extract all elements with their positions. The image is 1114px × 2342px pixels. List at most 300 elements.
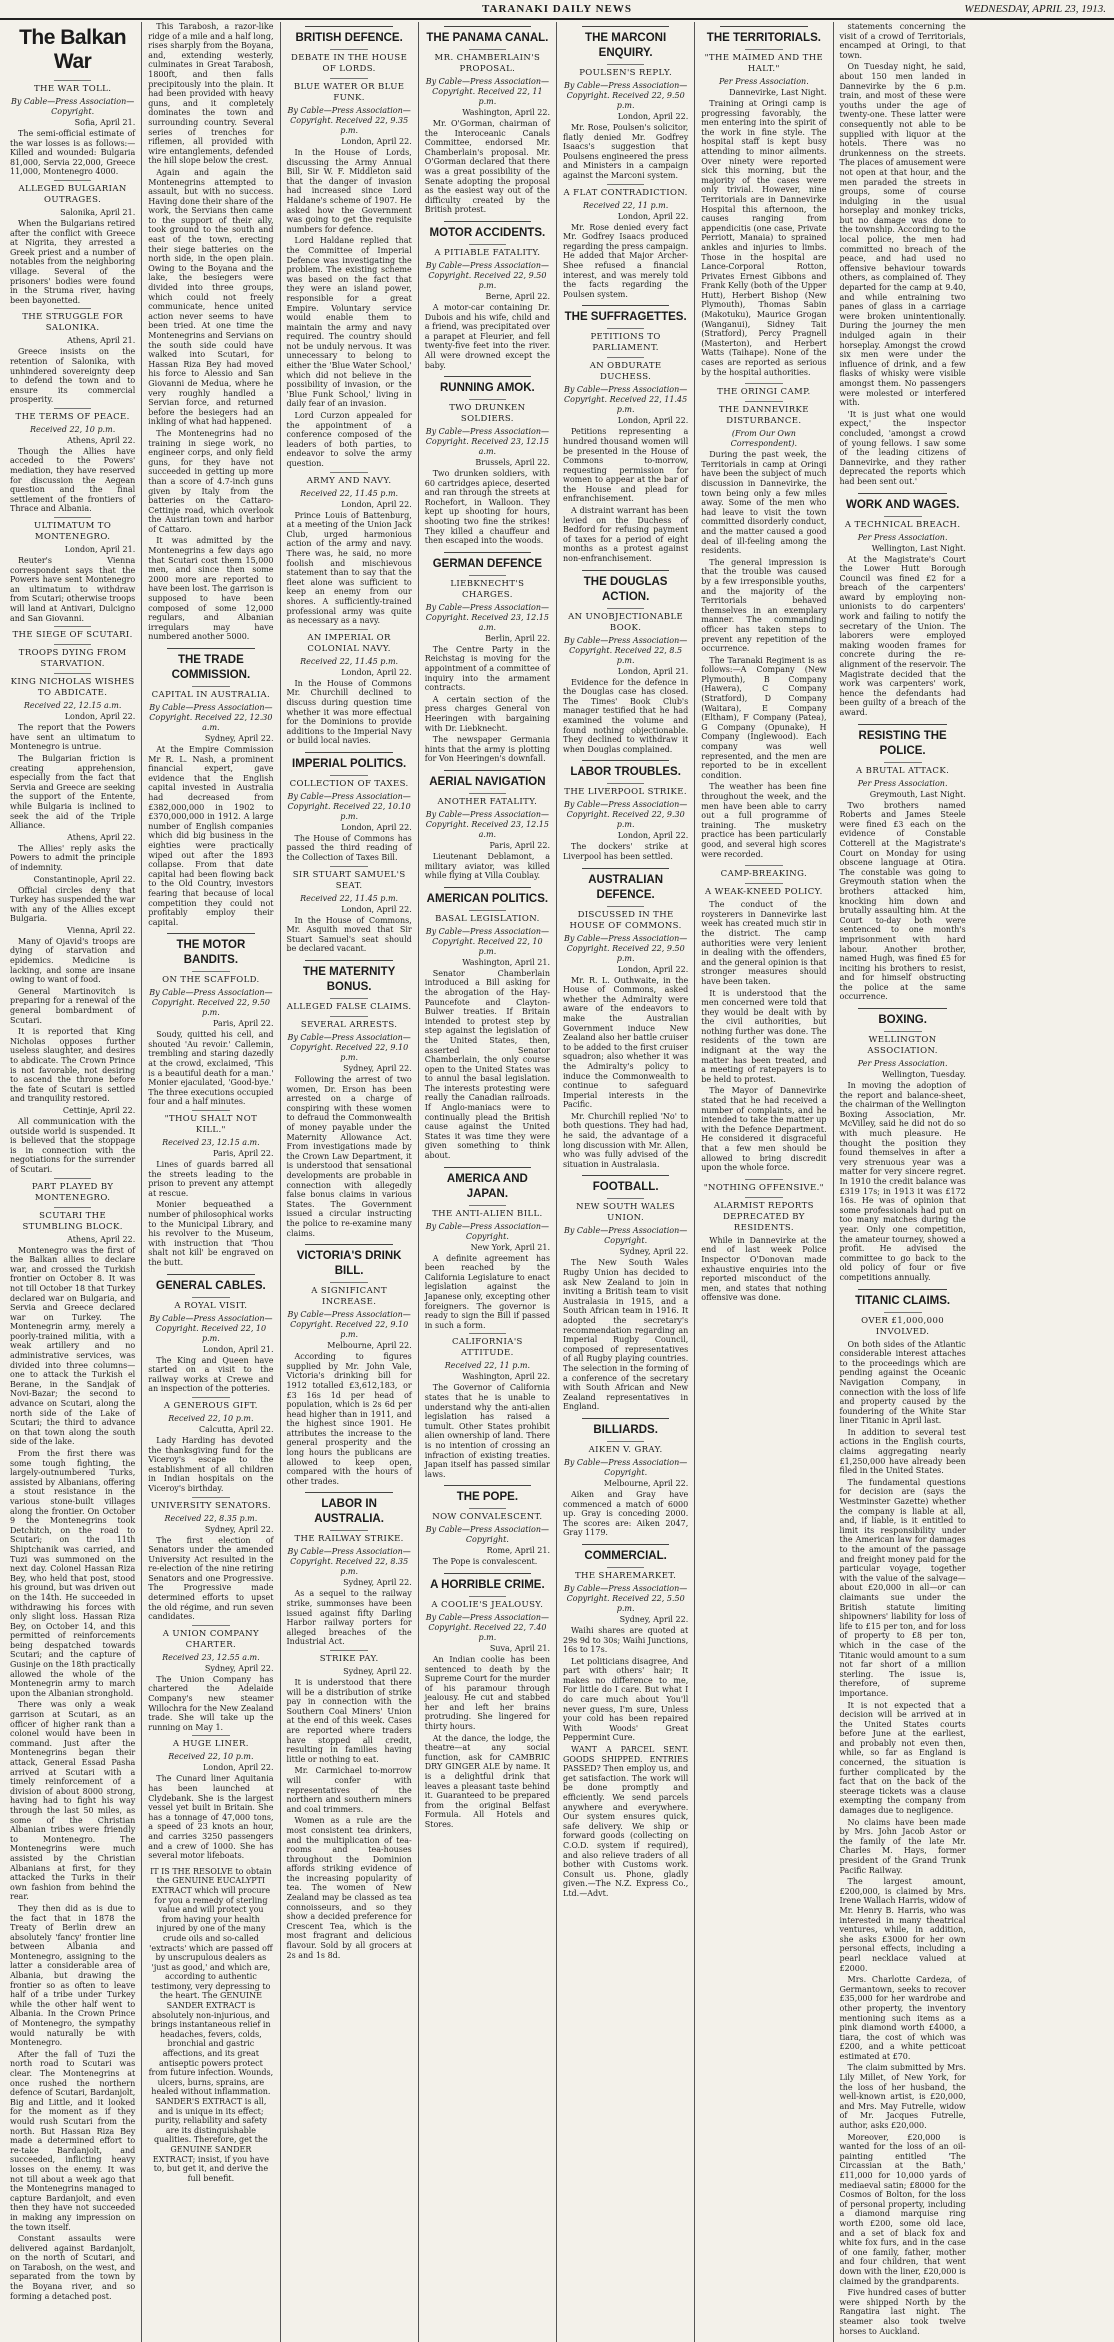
article-dateline: By Cable—Press Association—Copyright. Received 22, 9.10 p.m. <box>287 1033 411 1063</box>
article-subheading: A BRUTAL ATTACK. <box>840 762 966 777</box>
article-paragraph: Official circles deny that Turkey has suspended the war with any of the Allies except Bulgaria. <box>10 885 136 924</box>
article-subheading: ALLEGED FALSE CLAIMS. <box>287 998 412 1013</box>
article-placeline: Washington, April 22. <box>462 1372 550 1382</box>
article-headline: AMERICA AND JAPAN. <box>425 1167 550 1202</box>
article-paragraph: Lady Harding has devoted the thanksgiving fund for the Viceroy's escape to the establishment of all children in Indian hospitals on the Viceroy's birthday. <box>148 1435 274 1493</box>
article-paragraph: General Martinovitch is preparing for a renewal of the general bombardment of Scutari. <box>10 986 136 1025</box>
article-paragraph: The Taranaki Regiment is as follows:—A Company (New Plymouth), B Company (Hawera), C Company (Stratford), D Company (Waitara), E Company (Eltham), F Company (Patea), G Company (Opunake), H Company (Inglewood). Each company was well represented, and the men are reported to be in excellent condition. <box>701 655 827 780</box>
article <box>840 493 966 718</box>
article-paragraph: As a sequel to the railway strike, summonses have been issued against fifty Darling Harbor railway porters for alleged breaches of the Industrial Act. <box>286 1589 412 1647</box>
article-subheading: A FLAT CONTRADICTION. <box>563 184 688 199</box>
article-dateline: Received 22, 11.45 p.m. <box>300 488 399 498</box>
article-paragraph: The New South Wales Rugby Union has decided to ask New Zealand to join in inviting a British team to visit Australasia in 1915, and a South African team in 1916. It adopted the secretary's recommendation regarding an Imperial Rugby Council, composed of representatives of all Rugby playing countries. The selection in the forming of a conference of the secretary with South African and New Zealand representatives in England. <box>563 1258 689 1412</box>
article-paragraph: It was admitted by the Montenegrins a few days ago that Scutari cost them 15,000 men, and since then some 2000 more are reported to have been lost. The garrison is supposed to have been composed of some 12,000 regulars, and Albanian irregulars may have numbered another 5000. <box>148 536 274 642</box>
article <box>425 552 550 764</box>
article-paragraph: In the House of Commons, Mr. Asquith moved that Sir Stuart Samuel's seat should be declared vacant. <box>286 915 412 954</box>
article-placeline: Calcutta, April 22. <box>199 1424 274 1434</box>
article-dateline: Per Press Association. <box>857 1059 948 1069</box>
article-dateline: Received 22, 11 p.m. <box>444 1361 530 1371</box>
article-headline: BOXING. <box>840 1008 966 1028</box>
article-paragraph: The Mayor of Dannevirke stated that he had received a number of complaints, and he intended to take the matter up with the Defence Department. He considered it disgraceful that a few men should be allowed to bring discredit upon the whole force. <box>701 1086 827 1173</box>
article-subheading: ON THE SCAFFOLD. <box>148 971 273 986</box>
article-paragraph: The Bulgarian friction is creating apprehension, especially from the fact that Servia and Greece are seeking the support of the Entente, while Bulgaria is inclined to seek the aid of the Triple Alliance. <box>10 753 136 831</box>
article-dateline: By Cable—Press Association—Copyright. Received 22, 11 p.m. <box>425 77 550 106</box>
article-paragraph: Montenegro was the first of the Balkan allies to declare war, and crossed the Turkish frontier on October 8. It was not till October 18 that Turkey declared war on Bulgaria, and Servia and Greece declared war on Turkey. The Montenegrin army, merely a poorly-trained militia, with a weak artillery and no administrative services, was divided into three columns—one to attack the Turkish el Berane, in the Sandjak of Novi-Bazar; the second to advance on Scutari, along the north side of the Lake of Scutari; the third to advance on that town along the south side of the lake. <box>10 1245 136 1447</box>
article-paragraph: The Montenegrins had no training in siege work, no engineer corps, and only field guns, for they have not succeeded in getting up more than a score of 4.7-inch guns given by Italy from the batteries on the Cattaro-Cettinje road, which overlook the Austrian town and harbor of Cattaro. <box>148 428 274 534</box>
article-paragraph: Two brothers named Roberts and James Steele were fined £3 each on the evidence of Constable Cotterell at the Magistrate's Court on Monday for using obscene language at Otira. The constable was going to Greymouth station when the brothers attacked him, knocking him down and brutally assaulting him. At the Court to-day both were sentenced to one month's imprisonment with hard labour. Another brother, named Hugh, was fined £5 for inciting his brothers to resist, and for himself obstructing the police at the same occurrence. <box>839 800 966 1002</box>
article-paragraph: The King and Queen have started on a visit to the railway works at Crewe and an inspection of the potteries. <box>148 1355 274 1394</box>
article-paragraph: The Governor of California states that he is unable to understand why the anti-alien legislation has raised a tumult. Other States prohibit alien ownership of land. There is no intention of crossing an infraction of existing treaties. Japan itself has passed similar laws. <box>424 1383 550 1479</box>
article-placeline: Paris, April 22. <box>213 1149 274 1159</box>
article-paragraph: From the first there was some tough fighting, the largely-outnumbered Turks, assisted by Albanians, offering a stout resistance in the various stone-built villages along the frontier. On October 9 the Montenegrins took Detchitch, on the road to Scutari; on the 11th Shiptchanik was carried, and Tuzi was summoned on the next day. Colonel Hassan Riza Bey, who held that post, stood his ground, but was driven out on the 14th. He succeeded in withdrawing his forces with only slight loss. Hassan Riza Bey, on October 14, and this permitted of reinforcements being despatched towards Scutari; and the capture of Gusinje on the 18th practically allowed the whole of the Montenegrin army to march upon the Albanian stronghold. <box>10 1449 136 1698</box>
article-subheading: A ROYAL VISIT. <box>148 1297 273 1312</box>
article-paragraph: The general impression is that the trouble was caused by a few irresponsible youths, and the majority of the Territorials behaved themselves in an exemplary manner. The commanding officer has taken steps to prevent any repetition of the occurrence. <box>701 557 827 654</box>
article-placeline: New York, April 21. <box>470 1242 550 1252</box>
article-paragraph: WANT A PARCEL SENT. GOODS SHIPPED. ENTRIES PASSED? Then employ us, and get satisfaction. The work will be done promptly and efficiently. We send parcels anywhere and everywhere. Our system ensures quick, safe delivery. We ship or forward goods (collecting on C.O.D. system if required), and also relieve traders of all bother with Customs work. Consult us. Phone, gladly given.—The N.Z. Express Co., Ltd.—Advt. <box>563 1745 689 1898</box>
column-6 <box>695 22 833 2342</box>
newspaper-columns <box>4 22 1110 2336</box>
article-paragraph: Aiken and Gray have commenced a match of 6000 up. Gray is conceding 2000. The scores are: Aiken 2047, Gray 1179. <box>563 1489 689 1538</box>
article-paragraph: Mr. R. L. Outhwaite, in the House of Commons, asked whether the Admiralty were aware of the endeavors to make the Australian Government induce New Zealand also her battle cruiser to be added to the first cruiser squadron; also whether it was the Admiralty's policy to induce the Commonwealth to continue to safeguard Imperial interests in the Pacific. <box>563 975 689 1110</box>
article-paragraph: The first election of Senators under the amended University Act resulted in the re-election of the nine retiring Senators and one Progressive. The Progressive made determined efforts to upset the old régime, and run seven candidates. <box>148 1535 274 1622</box>
article-dateline: By Cable—Press Association—Copyright. <box>425 1221 550 1241</box>
article-paragraph: Mrs. Charlotte Cardeza, of Germantown, seeks to recover £35,000 for her wardrobe and other property, the inventory mentioning such items as a pink diamond worth £4000, a tiara, the cost of which was £200, and a white petticoat estimated at £70. <box>839 1975 966 2061</box>
article-paragraph: The Allies' reply asks the Powers to admit the principle of indemnity. <box>10 843 136 872</box>
article-subheading: A WEAK-KNEED POLICY. <box>701 883 826 898</box>
article-subheading: THE SIEGE OF SCUTARI. <box>10 626 135 641</box>
article <box>425 1485 550 1567</box>
article-paragraph: Lieutenant Deblamont, a military aviator, was killed while flying at Villa Coublay. <box>424 851 550 881</box>
article-headline: BILLIARDS. <box>563 1418 688 1438</box>
article-subheading: PART PLAYED BY MONTENEGRO. <box>10 1178 135 1204</box>
article-headline: RUNNING AMOK. <box>425 376 550 396</box>
article-headline: THE POPE. <box>425 1485 550 1505</box>
article-placeline: London, April 22. <box>617 112 689 121</box>
article-dateline: Received 22, 10 p.m. <box>168 1752 254 1762</box>
article <box>840 22 966 487</box>
masthead-date: WEDNESDAY, APRIL 23, 1913. <box>964 3 1106 15</box>
article-subheading: OVER £1,000,000 INVOLVED. <box>840 1312 966 1338</box>
article-dateline: By Cable—Press Association—Copyright. Received 22, 11.45 p.m. <box>563 385 688 415</box>
article-headline: THE MATERNITY BONUS. <box>287 960 412 995</box>
article-placeline: London, April 21. <box>64 545 136 555</box>
article-dateline: By Cable—Press Association—Copyright. Received 22, 5.50 p.m. <box>563 1583 688 1613</box>
article-placeline: Salonika, April 21. <box>60 207 136 217</box>
article-paragraph: There was only a weak garrison at Scutari, as an officer of higher rank than a colonel would have been in command. Just after the Montenegrins began their attack, General Essad Pasha arrived at Scutari with a timely reinforcement of a division of about 8000 strong, having had to fight his way through the last 50 miles, as some of the Christian Albanian tribes were friendly to Montenegro. The Montenegrins were much assisted by the Christian Albanians at first, for they attacked the Turks in their own fashion from behind the rear. <box>10 1700 136 1902</box>
article-paragraph: In addition to several test actions in the English courts, claims aggregating nearly £1,250,000 have already been filed in the United States. <box>839 1427 966 1476</box>
article-placeline: London, April 22. <box>617 964 689 974</box>
article-subheading: "NOTHING OFFENSIVE." <box>701 1179 826 1194</box>
article-subheading: ULTIMATUM TO MONTENEGRO. <box>10 517 135 543</box>
masthead <box>0 0 1114 20</box>
article-placeline: London, April 21. <box>617 666 689 676</box>
article-placeline: London, April 22. <box>617 211 689 221</box>
article <box>563 26 688 299</box>
article-headline: The Balkan War <box>19 26 127 73</box>
article-subheading: POULSEN'S REPLY. <box>563 64 688 79</box>
article-placeline: Sofia, April 21. <box>74 118 136 127</box>
article-subheading: STRIKE PAY. <box>287 1650 412 1665</box>
article-dateline: By Cable—Press Association—Copyright. Received 22, 8.35 p.m. <box>287 1547 411 1577</box>
article-headline: THE PANAMA CANAL. <box>425 26 550 46</box>
article <box>701 865 826 1173</box>
article-paragraph: It is reported that King Nicholas opposes further useless slaughter, and desires to abdicate. The Crown Prince is not favorable, not desiring to ascend the throne before the fate of Scutari is settled and tranquility restored. <box>10 1027 136 1104</box>
article-placeline: Paris, April 22. <box>489 840 550 850</box>
article-paragraph: At the Magistrate's Court the Lower Hutt Borough Council was fined £2 for a breach of the carpenters' award by employing non-unionists to do carpenters' work and failing to notify the secretary of the Union. The laborers were employed making wooden frames for concrete during the re-alignment of the reservoir. The Magistrate decided that the work was carpenters' work, hence the defendants had been guilty of a breach of the award. <box>839 554 966 717</box>
article-subheading: MR. CHAMBERLAIN'S PROPOSAL. <box>425 49 550 75</box>
article-dateline: Received 22, 11.45 p.m. <box>300 656 399 666</box>
article-subheading: "THOU SHALT NOT KILL." <box>148 1110 273 1136</box>
article-placeline: Washington, April 21. <box>462 957 550 967</box>
article <box>425 1167 550 1480</box>
article-paragraph: Constant assaults were delivered against Bardanjolt, on the north of Scutari, and on Tarabosh, on the west, and separated from the town by the Boyana river, and so forming a detached post. <box>10 2234 136 2301</box>
article <box>148 933 273 1267</box>
article-headline: AMERICAN POLITICS. <box>425 887 550 907</box>
article-headline: WORK AND WAGES. <box>840 493 966 513</box>
article <box>563 570 688 755</box>
article-subheading: NEW SOUTH WALES UNION. <box>563 1198 688 1224</box>
article-dateline: By Cable—Press Association—Copyright. Received 22, 10.10 p.m. <box>287 791 411 821</box>
article-subheading: THE DANNEVIRKE DISTURBANCE. <box>701 401 826 427</box>
column-7 <box>834 22 972 2342</box>
article-paragraph: The weather has been fine throughout the week, and the men have been able to carry out a full programme of training. The musketry practice has been particularly good, and several high scores were recorded. <box>701 782 827 859</box>
article-paragraph: Monier bequeathed a number of philosophical works to the Municipal Library, and his revolver to the Museum, with instruction that 'Thou shalt not kill' be engraved on the butt. <box>148 1200 274 1267</box>
article-placeline: Athens, April 22. <box>67 435 136 445</box>
article <box>840 1008 966 1282</box>
article-headline: LABOR TROUBLES. <box>563 760 688 780</box>
article-subheading: THE SHAREMARKET. <box>563 1567 688 1582</box>
article-dateline: By Cable—Press Association—Copyright. Received 22, 7.40 p.m. <box>425 1612 550 1642</box>
article-dateline: By Cable—Press Association—Copyright. <box>425 1525 550 1545</box>
article-subheading: UNIVERSITY SENATORS. <box>148 1497 273 1512</box>
article-dateline: Received 22, 10 p.m. <box>168 1413 254 1423</box>
article-paragraph: Let politicians disagree, And part with others' hair; It makes no difference to me, For little do I care. But what I do care much about You'll never guess, I'm sure, Unless your cold has been repaired With Woods' Great Peppermint Cure. <box>563 1656 689 1743</box>
article-headline: GERMAN DEFENCE <box>425 552 550 572</box>
article-subheading: A SIGNIFICANT INCREASE. <box>287 1282 412 1308</box>
article-paragraph: IT IS THE RESOLVE to obtain the GENUINE EUCALYPTI EXTRACT which will procure for you a remedy of sterling value and will protect you from having your health injured by one of the many crude oils and so-called 'extracts' which are passed off by unscrupulous dealers as 'just as good,' and which are, according to authentic testimony, very depressing to the heart. The GENUINE SANDER EXTRACT is absolutely non-injurious, and brings instantaneous relief in headaches, fevers, colds, bronchial and gastric affections, and its great antiseptic powers protect from future infection. Wounds, ulcers, burns, sprains, are healed without inflammation. SANDER'S EXTRACT is all, and is unique in its effect; purity, reliability and safety are its distinguishable qualities. Therefore, get the GENUINE SANDER EXTRACT; insist, if you have to, but get it, and derive the full benefit. <box>148 1866 274 2183</box>
article-placeline: Sydney, April 22. <box>343 1064 412 1074</box>
article-subheading: COLLECTION OF TAXES. <box>287 775 412 790</box>
article-paragraph: The House of Commons has passed the third reading of the Collection of Taxes Bill. <box>286 833 412 863</box>
article-dateline: Per Press Association. <box>719 77 809 86</box>
article-headline: THE MOTOR BANDITS. <box>148 933 273 968</box>
article <box>701 383 826 859</box>
column-1 <box>4 22 142 2342</box>
article-paragraph: The conduct of the roysterers in Dannevirke last week has created much stir in the district. The camp authorities were very lenient in dealing with the offenders, and the general opinion is that stronger measures should have been taken. <box>701 900 827 986</box>
article-dateline: By Cable—Press Association—Copyright. <box>563 1226 688 1246</box>
article-placeline: Athens, April 22. <box>67 1234 136 1244</box>
article-placeline: Sydney, April 22. <box>204 1663 274 1673</box>
article-placeline: Rome, April 21. <box>486 1546 550 1556</box>
article-paragraph: The dockers' strike at Liverpool has been settled. <box>563 842 689 861</box>
article-paragraph: Moreover, £20,000 is wanted for the loss of an oil-painting entitled 'The Circassian at the Bath,' £11,000 for 10,000 yards of mediaeval satin; £8000 for the Cosmos of Bolton, for the loss of personal property, including a diamond marquise ring worth £200, some old lace, and a set of black fox and white fox furs, and in the case of one family, father, mother and four children, that went down with the liner, £20,000 is claimed by the grandparents. <box>839 2132 966 2286</box>
article-headline: BRITISH DEFENCE. <box>287 26 412 46</box>
article-paragraph: While in Dannevirke at the end of last week Police Inspector O'Donovan made exhaustive enquiries into the reported misconduct of the men, and states that nothing offensive was done. <box>701 1235 827 1303</box>
article-subheading: THE TERMS OF PEACE. <box>10 408 135 423</box>
article-placeline: Sydney, April 22. <box>619 1614 689 1624</box>
article-placeline: London, April 22. <box>617 831 689 841</box>
article-placeline: Sydney, April 22. <box>343 1667 412 1676</box>
article-headline: THE TRADE COMMISSION. <box>148 648 273 683</box>
article-paragraph: Mr. Churchill replied 'No' to both questions. They had had, he said, the advantage of a long discussion with Mr. Allen, who was fully advised of the situation in Australasia. <box>563 1111 689 1169</box>
article <box>287 1492 412 1960</box>
article-placeline: Greymouth, Last Night. <box>869 789 966 799</box>
article-paragraph: Waihi shares are quoted at 29s 9d to 30s; Waihi Junctions, 16s to 17s. <box>563 1625 689 1655</box>
article-placeline: London, April 22. <box>341 667 412 677</box>
article-subheading: THE ORINGI CAMP. <box>701 383 826 398</box>
article <box>840 1289 966 2337</box>
article <box>287 1244 412 1486</box>
article-paragraph: Reuter's Vienna correspondent says that the Powers have sent Montenegro an ultimatum to withdraw from Scutari; otherwise troops will land at Antivari, Dulcigno and San Giovanni. <box>10 556 136 623</box>
article-subheading: CAPITAL IN AUSTRALIA. <box>148 686 273 701</box>
article-dateline: By Cable—Press Association—Copyright. Received 22, 9.50 p.m. <box>425 260 550 290</box>
article-headline: MOTOR ACCIDENTS. <box>425 221 550 241</box>
article-placeline: London, April 22. <box>64 712 136 722</box>
article-paragraph: Mr. O'Gorman, chairman of the Interoceanic Canals Committee, endorsed Mr. Chamberlain's proposal. Mr. O'Gorman declared that there was a great possibility of the Senate adopting the proposal as the easiest way out of the difficulty created by the British protest. <box>424 119 550 215</box>
article-subheading: A TECHNICAL BREACH. <box>840 516 966 531</box>
article <box>563 1544 688 1899</box>
article-placeline: London, April 22. <box>341 137 412 146</box>
article-subheading: CAMP-BREAKING. <box>701 865 826 880</box>
article-subheading: THE STRUGGLE FOR SALONIKA. <box>10 308 135 334</box>
article-subheading: ARMY AND NAVY. <box>287 472 412 487</box>
article-paragraph: Two drunken soldiers, with 60 cartridges apiece, deserted and ran through the streets at Rochefort, in Walloon. They kept up shooting for hours, shooting two fine the strikes! They killed a chauffeur and then escaped into the woods. <box>424 469 550 546</box>
article-placeline: Cettinje, April 22. <box>62 1105 136 1115</box>
article-dateline: By Cable—Press Association—Copyright. Received 22, 9.10 p.m. <box>287 1310 411 1340</box>
article-subheading: AIKEN V. GRAY. <box>563 1441 688 1456</box>
article-paragraph: Many of Ojavid's troops are dying of starvation and epidemics. Medicine is lacking, and some are insane owing to want of food. <box>10 936 136 985</box>
column-2 <box>142 22 280 2342</box>
article-placeline: London, April 22. <box>341 499 412 509</box>
article-paragraph: The Pope is convalescent. <box>432 1557 538 1567</box>
article-subheading: THE RAILWAY STRIKE. <box>287 1530 412 1545</box>
article-subheading: A UNION COMPANY CHARTER. <box>148 1625 273 1651</box>
article-placeline: Sydney, April 22. <box>204 1524 274 1534</box>
article-subheading: LIEBKNECHT'S CHARGES. <box>425 575 550 601</box>
article-subheading: AN IMPERIAL OR COLONIAL NAVY. <box>287 629 412 655</box>
article-paragraph: The report that the Powers have sent an ultimatum to Montenegro is untrue. <box>10 723 136 752</box>
article-subheading: DISCUSSED IN THE HOUSE OF COMMONS. <box>563 906 688 932</box>
article-dateline: By Cable—Press Association—Copyright. Received 22, 8.5 p.m. <box>563 635 688 665</box>
article-dateline: By Cable—Press Association—Copyright. Received 22, 9.50 p.m. <box>563 81 688 110</box>
article-paragraph: A certain section of the press charges General von Heeringen with bargaining with Dr. Liebknecht. <box>424 694 550 733</box>
article-paragraph: A definite agreement has been reached by the California Legislature to enact legislation against the Japanese only, excepting other foreigners. The governor is ready to sign the Bill if passed in such a form. <box>424 1253 550 1330</box>
article-headline: VICTORIA'S DRINK BILL. <box>287 1244 412 1279</box>
article-headline: FOOTBALL. <box>563 1175 688 1195</box>
article <box>563 1418 688 1538</box>
article-dateline: (From Our Own Correspondent). <box>730 429 798 449</box>
article-paragraph: Senator Chamberlain introduced a Bill asking for the abrogation of the Hay-Pauncefote and Clayton-Bulwer treaties. If Britain intended to protest step by step against the legislation of the United States, then, asserted Senator Chamberlain, the only course open to the United States was to annul the basal legislation. The interests protesting were really the Canadian railroads. If Anglo-maniacs were to continually plead the British cause against the United States it was time they were given something to think about. <box>424 968 550 1161</box>
article-placeline: Washington, April 22. <box>462 108 550 117</box>
article-subheading: ANOTHER FATALITY. <box>425 793 550 808</box>
article-subheading: DEBATE IN THE HOUSE OF LORDS. <box>287 49 412 75</box>
article-subheading: ALLEGED BULGARIAN OUTRAGES. <box>10 180 135 206</box>
article-paragraph: Five hundred cases of butter were shipped North by the Rangatira last night. The steamer also took twelve horses to Auckland. <box>839 2288 966 2336</box>
article-placeline: Dannevirke, Last Night. <box>729 88 827 97</box>
article-placeline: London, April 22. <box>341 822 412 832</box>
article-paragraph: Though the Allies have acceded to the Powers' mediation, they have reserved for discussion the Aegean question and the final settlement of the frontiers of Thrace and Albania. <box>10 446 136 514</box>
article-subheading: THE ANTI-ALIEN BILL. <box>425 1205 550 1220</box>
article-paragraph: Prince Louis of Battenburg, at a meeting of the Union Jack Club, urged harmonious action of the army and navy. There was, he said, no more foolish and mischievous statement than to say that the fleet alone was sufficient to keep an enemy from our shores. A sufficiently-trained professional army was quite as necessary as a navy. <box>286 510 412 626</box>
article-paragraph: Training at Oringi camp is progressing favorably, the men entering into the spirit of the work in fine style. The hospital staff is kept busy attending to minor ailments. Over ninety were reported sick this morning, but the majority of the cases were only trivial. However, nine Territorials are in Dannevirke Hospital this afternoon, the causes ranging from appendicitis (one case, Private Perriott, Manaia) to sprained ankles and injuries to limbs. Those in the hospital are Lance-Corporal Rotton, Privates Ernest Gibbons and Frank Kelly (both of the Upper Hutt), Herbert Bishop (New Plymouth), Thomas Sabin (Makotuku), Maurice Grogan (Wanganui), Sidney Tait (Stratford), Percy Pragnell (Masterton), and Herbert Watts (Taihape). None of the cases are reported as serious by the hospital authorities. <box>701 99 827 377</box>
article-paragraph: This Tarabosh, a razor-like ridge of a mile and a half long, rises sharply from the Boyana, and, extending westerly, culminates in Great Tarabosh, 1800ft, and then falls precipitously into the plain. It had been provided with heavy guns, and it completely dominates the town and surrounding country. Several series of trenches for riflemen, all provided with wire entanglements, defended the hill slope below the crest. <box>148 22 274 166</box>
article-dateline: By Cable—Press Association—Copyright. Received 22, 9.50 p.m. <box>149 988 273 1018</box>
article <box>148 1274 273 1861</box>
article-dateline: Received 22, 11 p.m. <box>583 200 669 210</box>
article-placeline: Melbourne, April 22. <box>327 1341 412 1351</box>
article <box>425 221 550 370</box>
article-subheading: "THE MAIMED AND THE HALT." <box>701 49 826 75</box>
article-paragraph: Lord Haldane replied that the Committee of Imperial Defence was investigating the problem. The existing scheme was based on the fact that they were an island power, responsible for a great Empire. Voluntary service would enable them to maintain the army and navy required. The country should not be unduly nervous. It was unnecessary to belong to either the 'Blue Water School,' which did not believe in the possibility of invasion, or the 'Blue Funk School,' living in daily fear of an invasion. <box>286 236 412 409</box>
article <box>287 960 412 1238</box>
article-paragraph: Mr. Carmichael to-morrow will confer with representatives of the northern and southern miners and coal trimmers. <box>286 1766 412 1814</box>
article-paragraph: Mr. Rose denied every fact Mr. Godfrey Isaacs produced regarding the press campaign. He added that Major Archer-Shee refused a financial interest, and was merely told the facts regarding the Poulsen system. <box>563 222 689 299</box>
article-headline: LABOR IN AUSTRALIA. <box>287 1492 412 1527</box>
article <box>563 1175 688 1412</box>
article <box>148 22 273 642</box>
article-placeline: Berne, April 22. <box>485 291 550 301</box>
article-subheading: NOW CONVALESCENT. <box>425 1508 550 1523</box>
article <box>287 26 412 746</box>
article-dateline: By Cable—Press Association—Copyright. Received 22, 10 p.m. <box>149 1313 273 1343</box>
article-subheading: ALARMIST REPORTS DEPRECATED BY RESIDENTS. <box>701 1197 826 1234</box>
article-paragraph: Lord Curzon appealed for the appointment of a conference composed of the leaders of both parties, to endeavor to solve the army question. <box>286 411 412 468</box>
article-subheading: SIR STUART SAMUEL'S SEAT. <box>287 866 412 892</box>
article-headline: AERIAL NAVIGATION <box>425 770 550 790</box>
article-headline: COMMERCIAL. <box>563 1544 688 1564</box>
article-headline: AUSTRALIAN DEFENCE. <box>563 868 688 903</box>
article-headline: THE TERRITORIALS. <box>701 26 826 46</box>
article <box>425 376 550 546</box>
article-placeline: Constantinople, April 22. <box>33 874 136 884</box>
article-paragraph: The Cunard liner Aquitania has been launched at Clydebank. She is the largest vessel yet built in Britain. She has a tonnage of 47,000 tons, a speed of 23 knots an hour, and carries 3250 passengers and a crew of 1000. She has several motor lifeboats. <box>148 1774 274 1861</box>
article <box>563 305 688 563</box>
article-placeline: Berlin, April 22. <box>485 633 550 643</box>
article-placeline: London, April 22. <box>617 416 689 426</box>
article-paragraph: In the House of Commons Mr. Churchill declined to discuss during question time whether it was more effectual for the Dominions to provide additions to the Imperial Navy or build local navies. <box>286 678 412 746</box>
article-subheading: A GENEROUS GIFT. <box>148 1397 273 1412</box>
article-paragraph: They then did as is due to the fact that in 1878 the Treaty of Berlin drew an absolutely 'fancy' frontier line between Albania and Montenegro, assigning to the latter a considerable area of Albania, but drawing the frontier so as often to leave half of a tribe under Turkey while the other half went to Albania. In the Crown Prince of Montenegro, the sympathy would naturally be with Montenegro. <box>10 1903 136 2048</box>
article <box>148 648 273 927</box>
article-dateline: By Cable—Press Association—Copyright. Received 22, 9.50 p.m. <box>563 933 688 963</box>
article-paragraph: An Indian coolie has been sentenced to death by the Supreme Court for the murder of his paramour through jealousy. He cut and stabbed her and left her brains protruding. She lingered for thirty hours. <box>424 1654 550 1732</box>
article-dateline: Per Press Association. <box>857 532 948 542</box>
article-subheading: SCUTARI THE STUMBLING BLOCK. <box>10 1207 135 1233</box>
article-headline: A HORRIBLE CRIME. <box>425 1573 550 1593</box>
article-paragraph: According to figures supplied by Mr. John Vale, Victoria's drinking bill for 1912 totalled £3,612,183, or £3 16s 1d per head of population, which is 2s 6d per head higher than in 1911, and the highest since 1901. He attributes the increase to the general prosperity and the long hours the publicans are allowed to keep open, compared with the hours of other trades. <box>286 1352 412 1486</box>
article-dateline: By Cable—Press Association—Copyright. Received 22, 9.30 p.m. <box>563 800 688 830</box>
article <box>425 26 550 215</box>
article-paragraph: The newspaper Germania hints that the army is plotting for Von Heeringen's downfall. <box>424 735 550 764</box>
article-paragraph: Greece insists on the retention of Salonika, with unhindered sovereignty deep to defend the town and to ensure its commercial prosperity. <box>10 347 136 405</box>
article-placeline: Athens, April 21. <box>67 336 136 346</box>
article-dateline: Received 22, 10 p.m. <box>30 424 116 434</box>
article-dateline: By Cable—Press Association—Copyright. Received 23, 12.15 a.m. <box>425 427 550 457</box>
article-subheading: BLUE WATER OR BLUE FUNK. <box>287 78 412 104</box>
article-dateline: Received 23, 12.15 a.m. <box>162 1138 260 1148</box>
article-subheading: PETITIONS TO PARLIAMENT. <box>563 328 688 354</box>
article-paragraph: Lines of guards barred all the streets leading to the prison to prevent any attempt at rescue. <box>148 1160 274 1198</box>
article-paragraph: The fundamental questions for decision are (says the Westminster Gazette) whether the company is liable at all, and, if liable, is it entitled to limit its responsibility under the American law for damages to the amount of the passage and freight money paid for the particular voyage, together with the value of the salvage—about £20,000 in all—or can claimants sue under the British statute limiting shipowners' liability for loss of life to £15 per ton, and for loss of property to £8 per ton, which in the case of the Titanic would amount to a sum not far short of a million sterling. The issue is, therefore, of supreme importance. <box>839 1477 966 1698</box>
article-subheading: AN OBDURATE DUCHESS. <box>563 357 688 383</box>
article-paragraph: At the Empire Commission Mr R. L. Nash, a prominent financial expert, gave evidence that the English capital invested in Australia had decreased from £382,000,000 in 1902 to £370,000,000 in 1912. A large number of English companies which did big business in the eighties were practically wiped out after the 1893 collapse. From that date capital had been flowing back to the Old Country, investors fearing that because of local competition they could not profitably employ their capital. <box>148 745 274 927</box>
article-headline: GENERAL CABLES. <box>148 1274 273 1294</box>
article-subheading: WELLINGTON ASSOCIATION. <box>840 1031 966 1057</box>
article-headline: THE DOUGLAS ACTION. <box>563 570 688 605</box>
article-paragraph: In moving the adoption of the report and balance-sheet, the chairman of the Wellington Boxing Association, Mr. McVilley, said he did not do so with much pleasure. He thought the position they found themselves in after a very strenuous year was a matter for very sincere regret. In 1910 the credit balance was £319 17s; in 1913 it was £172 16s. He was of opinion that some professionals had put on too many matches during the year. Only one competition, the amateur tourney, showed a profit. He advised the committee to go back to the old policy of four or five competitions annually. <box>839 1081 966 1282</box>
article <box>425 770 550 881</box>
column-4 <box>419 22 557 2342</box>
article-paragraph: The semi-official estimate of the war losses is as follows:—Killed and wounded: Bulgaria 81,000, Servia 22,000, Greece 11,000, Montenegro 4000. <box>10 129 136 177</box>
article-paragraph: On both sides of the Atlantic considerable interest attaches to the proceedings which are pending against the Oceanic Navigation Company, in connection with the loss of life and property caused by the foundering of the White Star liner Titanic in April last. <box>839 1339 966 1426</box>
article <box>563 760 688 861</box>
article-dateline: By Cable—Press Association—Copyright. <box>10 97 135 116</box>
article-placeline: Sydney, April 22. <box>619 1247 689 1257</box>
article-paragraph: After the fall of Tuzi the north road to Scutari was clear. The Montenegrins at once rushed the northern defence of Scutari, Bardanjolt, Big and Little, and it looked for the moment as if they would rush Scutari from the north. But Hassan Riza Bey made a determined effort to re-take Bardanjolt, and succeeded, inflicting heavy losses on the enemy. It was not till about a week ago that the Montenegrins managed to capture Bardanjolt, and even then they have not succeeded in making any impression on the town itself. <box>10 2049 136 2232</box>
article-subheading: AN UNOBJECTIONABLE BOOK. <box>563 608 688 634</box>
article-headline: THE MARCONI ENQUIRY. <box>563 26 688 61</box>
article <box>840 724 966 1002</box>
article-paragraph: Again and again the Montenegrins attempted to assault, but with no success. Having done their share of the work, the Servians then came to the support of their ally, took ground to the south and east of the town, erecting their siege batteries on the north side, in the open plain. Owing to the Boyana and the lake, the besiegers were divided into three groups, which could not freely communicate, hence united action never seems to have been tried. At one time the Montenegrins and Servians on the south side could have walked into Scutari, for Hassan Riza Bey had moved his force to Alessio and San Giovanni de Medua, where he very roughly handled a Servian force, and returned before the besiegers had an inkling of what had happened. <box>148 167 274 427</box>
article-placeline: Suva, April 21. <box>489 1643 550 1653</box>
article-paragraph: Women as a rule are the most consistent tea drinkers, and the multiplication of tea-rooms and tea-houses throughout the Dominion affords striking evidence of the increasing popularity of tea. The women of New Zealand may be classed as tea connoisseurs, and so they show a decided preference for Crescent Tea, which is the most fragrant and delicious flavour. Sold by all grocers at 2s and 1s 8d. <box>286 1816 412 1960</box>
article-paragraph: When the Bulgarians retired after the conflict with Greece at Nigrita, they arrested a Greek priest and a number of notables from the neighboring village. Several of the prisoners' bodies were found in the Struma river, having been bayonetted. <box>10 218 136 305</box>
column-5 <box>557 22 695 2342</box>
article <box>287 752 412 954</box>
article-placeline: Brussels, April 22. <box>475 458 550 468</box>
article <box>701 1179 826 1303</box>
article-placeline: Sydney, April 22. <box>204 734 274 743</box>
article-dateline: Received 22, 11.45 p.m. <box>300 893 399 903</box>
article-paragraph: No claims have been made by Mrs. John Jacob Astor or the family of the late Mr. Charles M. Hays, former president of the Grand Trunk Pacific Railway. <box>839 1817 966 1875</box>
article-dateline: By Cable—Press Association—Copyright. Received 22, 12.30 a.m. <box>149 703 273 732</box>
article-subheading: THE WAR TOLL. <box>10 80 135 95</box>
article-placeline: London, April 21. <box>202 1344 274 1354</box>
article-dateline: Received 23, 12.55 a.m. <box>162 1652 260 1662</box>
article <box>425 887 550 1161</box>
article-paragraph: It is understood that there will be a distribution of strike pay in connection with the Southern Coal Miners' Union at the end of this week. Cases are reported where traders have stopped all credit, resulting in families having little or nothing to eat. <box>286 1678 412 1764</box>
article-paragraph: All communication with the outside world is suspended. It is believed that the stoppage is in connection with the negotiations for the surrender of Scutari. <box>10 1116 136 1174</box>
article-subheading: SEVERAL ARRESTS. <box>287 1016 412 1031</box>
article <box>701 26 826 377</box>
article-paragraph: Mr. Rose, Poulsen's solicitor, flatly denied Mr. Godfrey Isaacs's suggestion that Poulsens engineered the press and Ministers in a campaign against the Marconi system. <box>563 123 689 180</box>
article-paragraph: Soudy, quitted his cell, and shouted 'Au revoir.' Callemin, trembling and staring dazedly at the crowd, exclaimed, 'This is a beautiful death for a man.' Monier ejaculated, 'Good-bye.' The three executions occupied four and a half minutes. <box>148 1030 274 1107</box>
article-headline: THE SUFFRAGETTES. <box>563 305 688 325</box>
advertisement <box>148 1867 273 2184</box>
article-placeline: Athens, April 22. <box>67 832 136 842</box>
article-paragraph: On Tuesday night, he said, about 150 men landed in Dannevirke by the 6 p.m. train, and most of these were youths under the age of twenty-one. These latter were consequently not able to be supplied with liquor at the hotels. There was no drunkenness on the streets. The places of amusement were not open at that hour, and the men paraded the streets in groups, some of course indulging in the usual horseplay and monkey tricks, but no damage was done to the township. According to the local police, the men had committed no breach of the peace, and had used no offensive behaviour towards others, as complained of. They departed for the camp at 9.40, and while entraining two panes of glass in a carriage were broken unintentionally. During the journey the men indulged again in their horseplay. Amongst the crowd six men were under the influence of drink, and a few flasks of whisky were visible amongst them. No passengers were molested or interfered with. <box>839 62 966 408</box>
article-headline: TITANIC CLAIMS. <box>840 1289 966 1309</box>
article-paragraph: The largest amount, £200,000, is claimed by Mrs. Irene Wallach Harris, widow of Mr. Henry B. Harris, who was interested in many theatrical ventures, while, in addition, she asks £3000 for her own personal effects, including a pearl necklace valued at £2000. <box>839 1877 966 1973</box>
article <box>10 26 135 2301</box>
article-paragraph: A distraint warrant has been levied on the Duchess of Bedford for refusing payment of taxes for a period of eight months as a protest against non-enfranchisement. <box>563 506 689 564</box>
article-paragraph: Evidence for the defence in the Douglas case has closed. The Times' Book Club's manager testified that he had examined the volume and found nothing objectionable. They declined to withdraw it when Douglas complained. <box>563 677 689 754</box>
article-dateline: By Cable—Press Association—Copyright. Received 22, 10 p.m. <box>425 926 550 956</box>
article-subheading: KING NICHOLAS WISHES TO ABDICATE. <box>10 673 135 699</box>
article-subheading: BASAL LEGISLATION. <box>425 910 550 925</box>
article-dateline: By Cable—Press Association—Copyright. Received 22, 9.35 p.m. <box>287 106 411 135</box>
article-paragraph: It is understood that the men concerned were told that they would be dealt with by the civil authorities, but nothing further was done. The residents of the town are indignant at the way the matter has been treated, and a meeting of ratepayers is to be held to protest. <box>701 988 827 1084</box>
article-subheading: TROOPS DYING FROM STARVATION. <box>10 644 135 670</box>
article-paragraph: During the past week, the Territorials in camp at Oringi have been the subject of much discussion in Dannevirke, the town being only a few miles away. Some of the men who had leave to visit the town committed disorderly conduct, and the matter caused a good deal of ill-feeling among the residents. <box>701 450 827 556</box>
article-placeline: Sydney, April 22. <box>343 1578 412 1588</box>
article-subheading: THE LIVERPOOL STRIKE. <box>563 783 688 798</box>
article-dateline: By Cable—Press Association—Copyright. Received 23, 12.15 a.m. <box>425 809 550 839</box>
article-paragraph: 'It is just what one would expect,' the inspector concluded, 'amongst a crowd of young fellows. I saw some of the leading citizens of Dannevirke, and they rather deprecated the reports which had been sent out.' <box>839 409 966 486</box>
article-dateline: By Cable—Press Association—Copyright. Received 23, 12.15 a.m. <box>425 602 550 632</box>
article-dateline: By Cable—Press Association—Copyright. <box>563 1457 688 1477</box>
article-placeline: London, April 22. <box>202 1763 274 1773</box>
